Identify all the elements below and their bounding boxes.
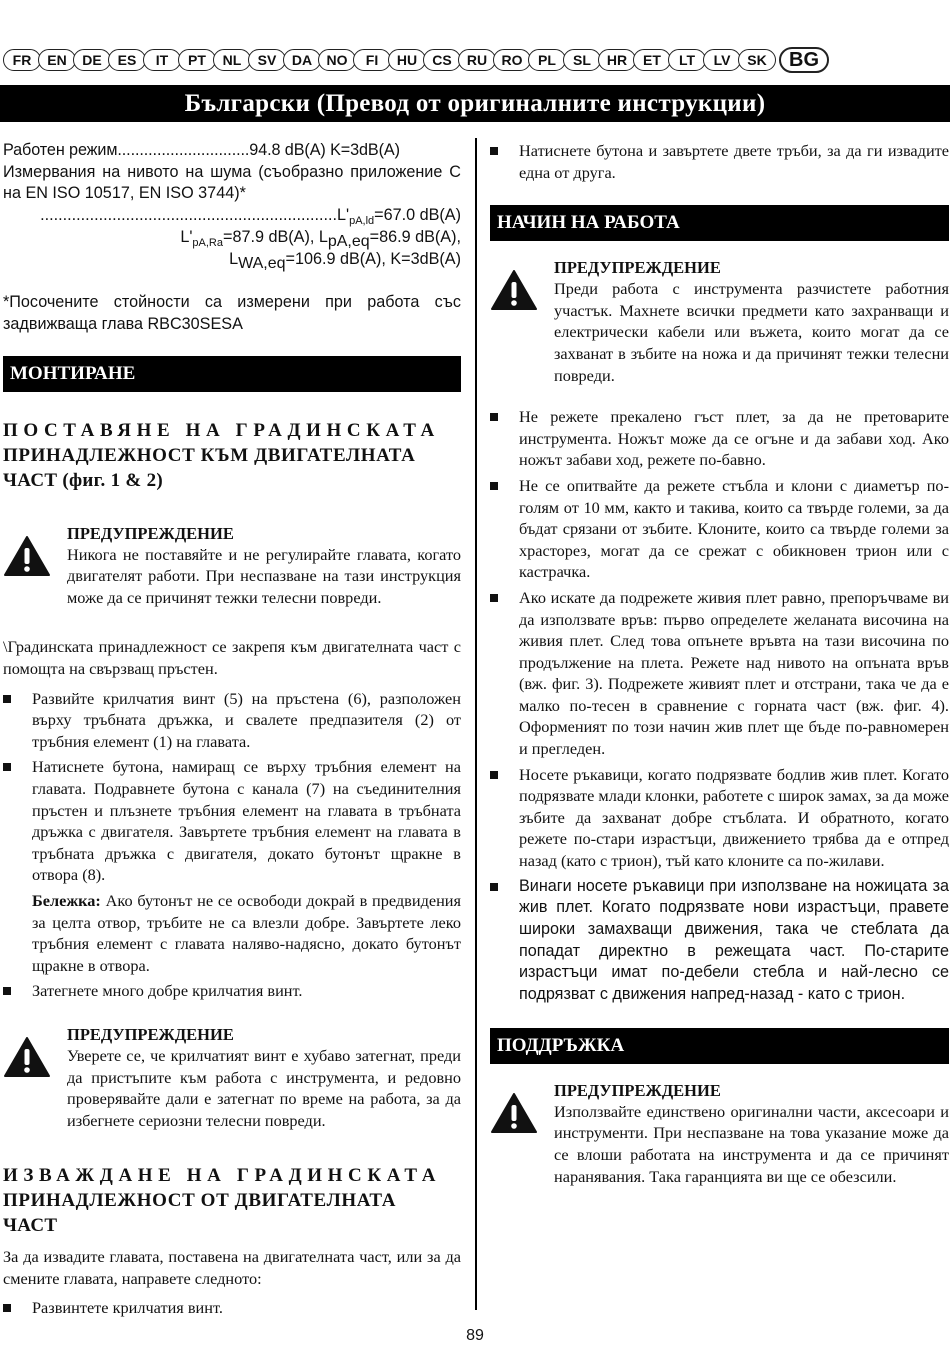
subheading-line: ИЗВАЖДАНЕ НА ГРАДИНСКАТА <box>3 1165 442 1187</box>
value: =67.0 dB(A) <box>374 206 461 225</box>
page-number: 89 <box>466 1327 484 1344</box>
language-bar <box>3 47 947 73</box>
list-item: Развийте крилчатия винт (5) на пръстена (6), разположен върху тръбната дръжка, и свалете предпазителя (2) от тръбния елемент (1) на главата. <box>3 688 461 753</box>
lang-pill-active: BG <box>779 47 829 73</box>
page-title-bar <box>0 85 950 122</box>
symbol: L <box>229 249 239 268</box>
bullet-list-press <box>490 140 949 183</box>
lang-pill: SK <box>738 49 776 71</box>
right-column <box>490 140 949 1187</box>
warning-triangle-icon <box>490 257 540 316</box>
warning-triangle-icon <box>490 1080 540 1139</box>
column-divider <box>475 138 477 1310</box>
bullet-list-attach <box>3 688 461 886</box>
warning-block <box>3 523 461 609</box>
note-paragraph <box>3 890 461 976</box>
noise-line-measure: Измервания на нивото на шума (съобразно приложение C на EN ISO 10517, EN ISO 3744)* <box>3 162 461 203</box>
section-header-operation: НАЧИН НА РАБОТА <box>490 205 949 241</box>
lang-pill: PT <box>178 49 216 71</box>
lang-pill: PL <box>528 49 566 71</box>
lang-pill: SL <box>563 49 601 71</box>
subheading-attach <box>3 418 461 493</box>
lang-pill: EN <box>38 49 76 71</box>
warning-block <box>490 257 949 386</box>
warning-block <box>3 1024 461 1131</box>
section-header-mounting: МОНТИРАНЕ <box>3 356 461 392</box>
subheading-line: ЧАСТ (фиг. 1 & 2) <box>3 469 164 491</box>
lang-pill: SV <box>248 49 286 71</box>
warning-text: Никога не поставяйте и не регулирайте главата, когато двигателят работи. При неспазване на тази инструкция може да се причинят тежки телесни повреди. <box>67 544 461 607</box>
list-item: Развинтете крилчатия винт. <box>3 1297 461 1319</box>
lang-pill: ES <box>108 49 146 71</box>
lang-pill: LT <box>668 49 706 71</box>
noise-block <box>3 140 461 336</box>
warning-text: Уверете се, че крилчатият винт е хубаво затегнат, преди да пристъпите към работа с инструмента, и редовно проверявайте дали е затегнат по време на работа, за да избегнете сериозни телесни повреди. <box>67 1045 461 1130</box>
lang-pill: DA <box>283 49 321 71</box>
page-title: Български (Превод от оригиналните инструкции) <box>184 89 766 117</box>
list-item: Не режете прекалено гъст плет, за да не претоварите инструмента. Ножът може да се огъне и да забави ход. Ако ножът забави ход, режете по-бавно. <box>490 406 949 471</box>
list-item: Затегнете много добре крилчатия винт. <box>3 980 461 1002</box>
warning-title: ПРЕДУПРЕЖДЕНИЕ <box>554 1080 721 1100</box>
bullet-list-unscrew <box>3 1297 461 1319</box>
attach-intro: \Градинската принадлежност се закрепя към двигателната част с помощта на свързващ пръстен. <box>3 637 461 678</box>
noise-line-lpara <box>3 227 461 249</box>
bullet-list-gloves <box>490 876 949 1006</box>
noise-footnote: *Посочените стойности са измерени при работа със задвижваща глава RBC30SESA <box>3 293 461 333</box>
lang-pill: FR <box>3 49 41 71</box>
subheading-line: ЧАСТ <box>3 1215 58 1237</box>
noise-line-lpald <box>3 205 461 227</box>
list-item: Винаги носете ръкавици при използване на ножицата за жив плет. Когато подрязвате нови израстъци, правете широки замахващи движения, така че стеблата да попадат директно в режещата част. По-старите израстъци имат по-дебели стебла и най-лесно се подрязват с движения напред-назад - като с трион. <box>490 876 949 1006</box>
subheading-line: ПОСТАВЯНЕ НА ГРАДИНСКАТА <box>3 419 440 441</box>
subscript: WA,eq <box>238 254 286 272</box>
symbol: L' <box>180 227 193 246</box>
left-column <box>3 140 461 1319</box>
remove-intro: За да извадите главата, поставена на двигателната част, или за да смените главата, направете следното: <box>3 1247 461 1288</box>
lang-pill: RO <box>493 49 531 71</box>
list-item: Натиснете бутона, намиращ се върху тръбния елемент на главата. Подравнете бутона с канала (7) на съединителния пръстен и плъзнете тръбния елемент на главата в тръбната дръжка с двигателя. Завъртете тръбния елемент на главата в тръбната дръжка с двигателя, докато бутонът щракне в отвора (8). <box>3 756 461 886</box>
warning-triangle-icon <box>3 1024 53 1083</box>
warning-text: Използвайте единствено оригинални части, аксесоари и инструменти. При неспазване на това указание може да се влоши работата на инструмента и да се причинят наранявания. Така гаранцията ви ще се обезсили. <box>554 1101 949 1186</box>
lang-pill: FI <box>353 49 391 71</box>
lang-pill: HU <box>388 49 426 71</box>
subscript: pA,eq <box>327 233 370 251</box>
lang-pill: NO <box>318 49 356 71</box>
bullet-list-operation <box>490 406 949 871</box>
bullet-list-tighten <box>3 980 461 1002</box>
lang-pill: RU <box>458 49 496 71</box>
list-item: Не се опитвайте да режете стъбла и клони с диаметър по-голям от 10 мм, както и такива, които са твърде големи, за да бъдат срязани от зъбите. Клоните, които са твърде големи за храсторез, могат да се срежат с обикновен трион или с кастрачка. <box>490 475 949 583</box>
lang-pill: HR <box>598 49 636 71</box>
noise-line-lwa <box>3 249 461 271</box>
value: =87.9 dB(A), L <box>223 227 328 246</box>
noise-line-work-mode: Работен режим..............................94.8 dB(A) K=3dB(A) <box>3 141 400 159</box>
symbol: L' <box>336 206 350 225</box>
warning-title: ПРЕДУПРЕЖДЕНИЕ <box>554 258 721 278</box>
list-item: Ако искате да подрежете живия плет равно, препоръчваме ви да използвате връв: първо определете желаната височина на живия плет. След това опънете връвта на тази височина по продължение на плета. Режете над нивото на опънатa връв (вж. фиг. 3). Подрежете живият плет и отстрани, така че да е малко по-тесен в сравнение с горната част (вж. фиг. 4). Оформеният по този начин жив плет ще бъде по-равномерен и прегледен. <box>490 587 949 760</box>
warning-title: ПРЕДУПРЕЖДЕНИЕ <box>67 1024 234 1044</box>
note-label: Бележка: <box>32 890 101 910</box>
subheading-line: ПРИНАДЛЕЖНОСТ КЪМ ДВИГАТЕЛНАТА <box>3 444 416 466</box>
dots: .................................................................. <box>40 206 337 225</box>
list-item: Носете ръкавици, когато подрязвате бодлив жив плет. Когато подрязвате млади клонки, работете с широк замах, за да може зъбите да захванат добре стъблата. И обратното, когато режете по-стари израстъци, движението трябва да е отпред назад (като с трион), тъй като клоните са по-жилави. <box>490 764 949 872</box>
lang-pill: CS <box>423 49 461 71</box>
subheading-line: ПРИНАДЛЕЖНОСТ ОТ ДВИГАТЕЛНАТА <box>3 1190 397 1212</box>
lang-pill: DE <box>73 49 111 71</box>
subscript: pA,Ra <box>192 237 223 250</box>
lang-pill: ET <box>633 49 671 71</box>
warning-block <box>490 1080 949 1187</box>
value: =86.9 dB(A), <box>369 227 461 246</box>
subheading-remove <box>3 1163 461 1238</box>
lang-pill: NL <box>213 49 251 71</box>
subscript: pA,ld <box>349 215 375 227</box>
list-item: Натиснете бутона и завъртете двете тръби, за да ги извадите една от друга. <box>490 140 949 183</box>
warning-title: ПРЕДУПРЕЖДЕНИЕ <box>67 523 234 543</box>
value: =106.9 dB(A), K=3dB(A) <box>285 249 461 268</box>
note-text: Ако бутонът не се освободи докрай в предвидения за целта отвор, тръбите не са влезли добре. Завъртете леко тръбния елемент с главата наляво-надясно, докато бутонът щракне в отвора. <box>32 890 461 975</box>
warning-triangle-icon <box>3 523 53 582</box>
section-header-maintenance: ПОДДРЪЖКА <box>490 1028 949 1064</box>
lang-pill: LV <box>703 49 741 71</box>
lang-pill: IT <box>143 49 181 71</box>
warning-text: Преди работа с инструмента разчистете работния участък. Махнете всички предмети като захранващи и електрически кабели или въжета, които могат да се захванат в зъбите на ножа и да причинят тежки телесни повреди. <box>554 279 949 385</box>
